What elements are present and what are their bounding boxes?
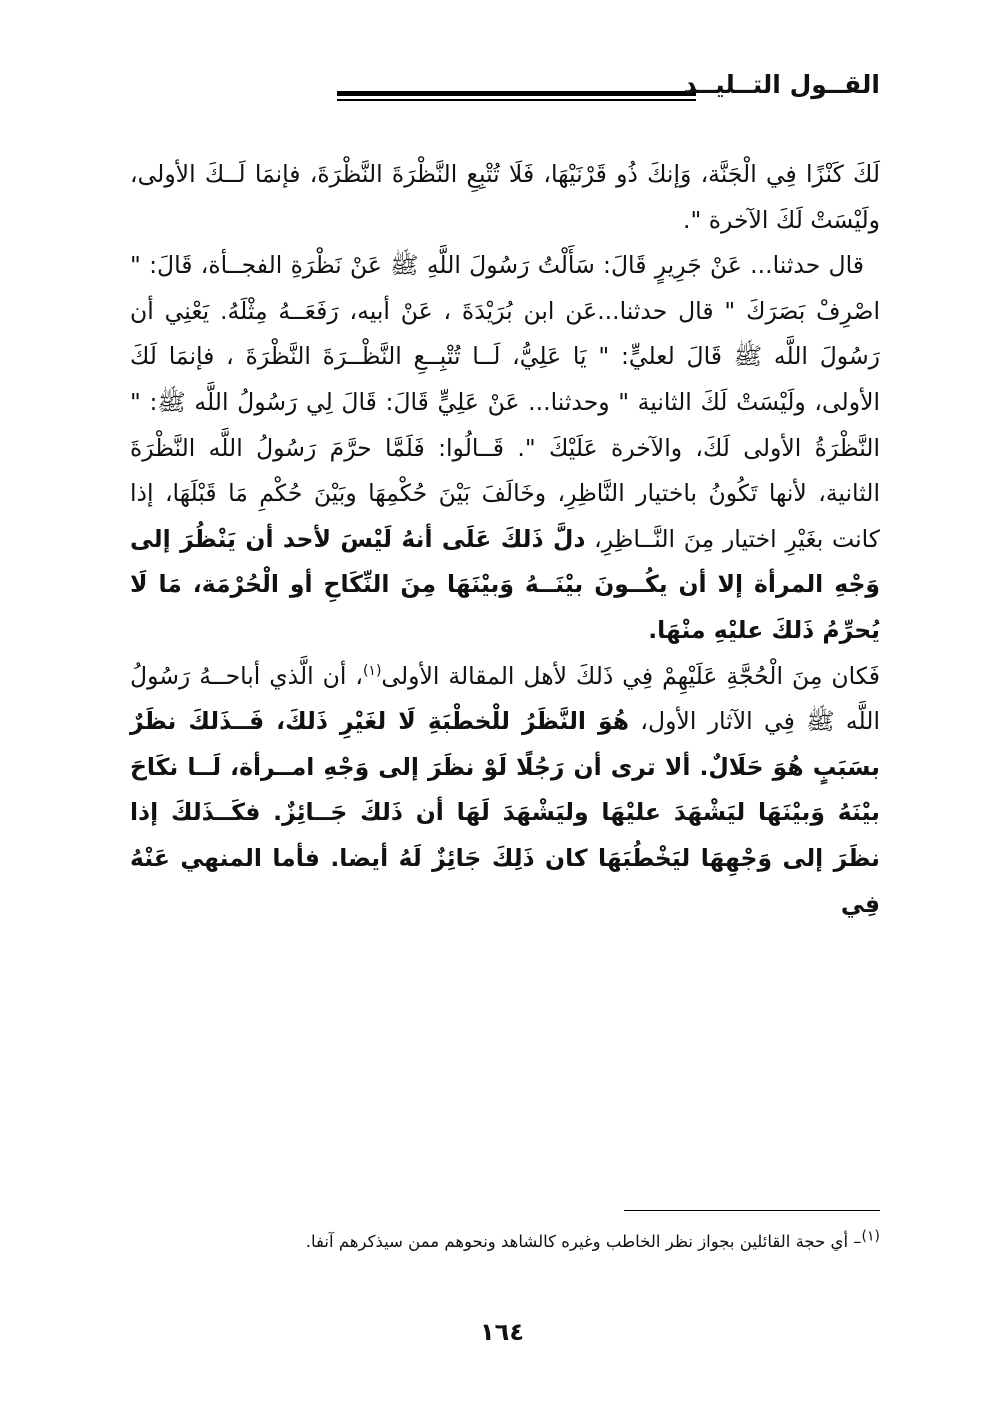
paragraph-1-text: لَكَ كَنْزًا فِي الْجَنَّة، وَإنكَ ذُو قَرْنَيْهَا، فَلَا تُتْبِعِ النَّظْرَةَ النَّظْرَةَ، فإنمَا لَــكَ الأولى، ولَيْسَتْ لَكَ الآخرة ". <box>130 160 880 234</box>
footnote-text: – أي حجة القائلين بجواز نظر الخاطب وغيره كالشاهد ونحوهم ممن سيذكرهم آنفا. <box>305 1232 862 1251</box>
paragraph-3-text-a: فَكان مِنَ الْحُجَّةِ عَلَيْهِمْ فِي ذَلكَ لأهل المقالة الأولى <box>381 661 880 690</box>
page-number: ١٦٤ <box>480 1318 524 1346</box>
header-rule-thick <box>337 91 696 96</box>
footnote <box>120 1228 880 1251</box>
footnote-reference[interactable]: (١) <box>362 662 382 679</box>
paragraph-2-bold-text: دلَّ ذَلكَ عَلَى أنهُ لَيْسَ لأحد أن يَنْظُرَ إلى وَجْهِ المرأة إلا أن يكُــونَ بيْنَــهُ وَبيْنَهَا مِنَ النِّكَاحِ أو الْحُرْمَة، مَا لَا يُحرِّمُ ذَلكَ عليْهِ منْهَا. <box>130 524 880 644</box>
paragraph-3 <box>130 654 880 928</box>
header-rule-thin <box>337 99 696 101</box>
body-text <box>130 152 880 927</box>
running-title: القــول التــليــد <box>683 70 880 99</box>
paragraph-1 <box>130 152 880 243</box>
paragraph-2-text: قال حدثنا... عَنْ جَرِيرٍ قَالَ: سَأَلْتُ رَسُولَ اللَّهِ ﷺ عَنْ نَظْرَةِ الفجــأة، قَالَ: " اصْرِفْ بَصَرَكَ " قال حدثنا...عَن ابن بُرَيْدَةَ ، عَنْ أبيه، رَفَعَــهُ مِثْلَهُ. يَعْنِي أن رَسُولَ اللَّه ﷺ قَالَ لعليٍّ: " يَا عَلِيُّ، لَــا تُتْبِــعِ النَّظْــرَةَ النَّظْرَةَ ، فإنمَا لَكَ الأولى، ولَيْسَتْ لَكَ الثانية " وحدثنا... عَنْ عَلِيٍّ قَالَ: قَالَ لِي رَسُولُ اللَّه ﷺ: " النَّظْرَةُ الأولى لَكَ، والآخرة عَلَيْكَ ". قَــالُوا: فَلَمَّا حرَّمَ رَسُولُ اللَّه النَّظْرَةَ الثانية، لأنها تَكُونُ باختيار النَّاظِرِ، وخَالَفَ بَيْنَ حُكْمِهَا وبَيْنَ حُكْمِ مَا قَبْلَهَا، إذا كانت بغَيْرِ اختيار مِنَ النَّــاظِرِ، <box>130 251 880 553</box>
footnote-marker: (١) <box>861 1228 880 1245</box>
paragraph-3-text-b: ، أن الَّذي أباحــهُ رَسُولُ اللَّه ﷺ فِي الآثار الأول، <box>130 661 880 736</box>
running-header <box>130 66 880 116</box>
paragraph-3-bold-text: هُوَ النَّظَرُ للْخطْبَةِ لَا لغَيْرِ ذَلكَ، فَــذَلكَ نظَرٌ بسَبَبٍ هُوَ حَلَالٌ. ألا ترى أن رَجُلًا لَوْ نظَرَ إلى وَجْهِ امــرأة، لَــا نكَاحَ بيْنَهُ وَبيْنَهَا ليَشْهَدَ عليْهَا وليَشْهَدَ لَهَا أن ذَلكَ جَــائِزٌ. فكَــذَلكَ إذا نظَرَ إلى وَجْهِهَا ليَخْطُبَهَا كان ذَلِكَ جَائِزٌ لَهُ أيضا. فأما المنهي عَنْهُ فِي <box>130 707 880 918</box>
footnote-separator <box>624 1210 880 1211</box>
paragraph-2 <box>130 243 880 653</box>
